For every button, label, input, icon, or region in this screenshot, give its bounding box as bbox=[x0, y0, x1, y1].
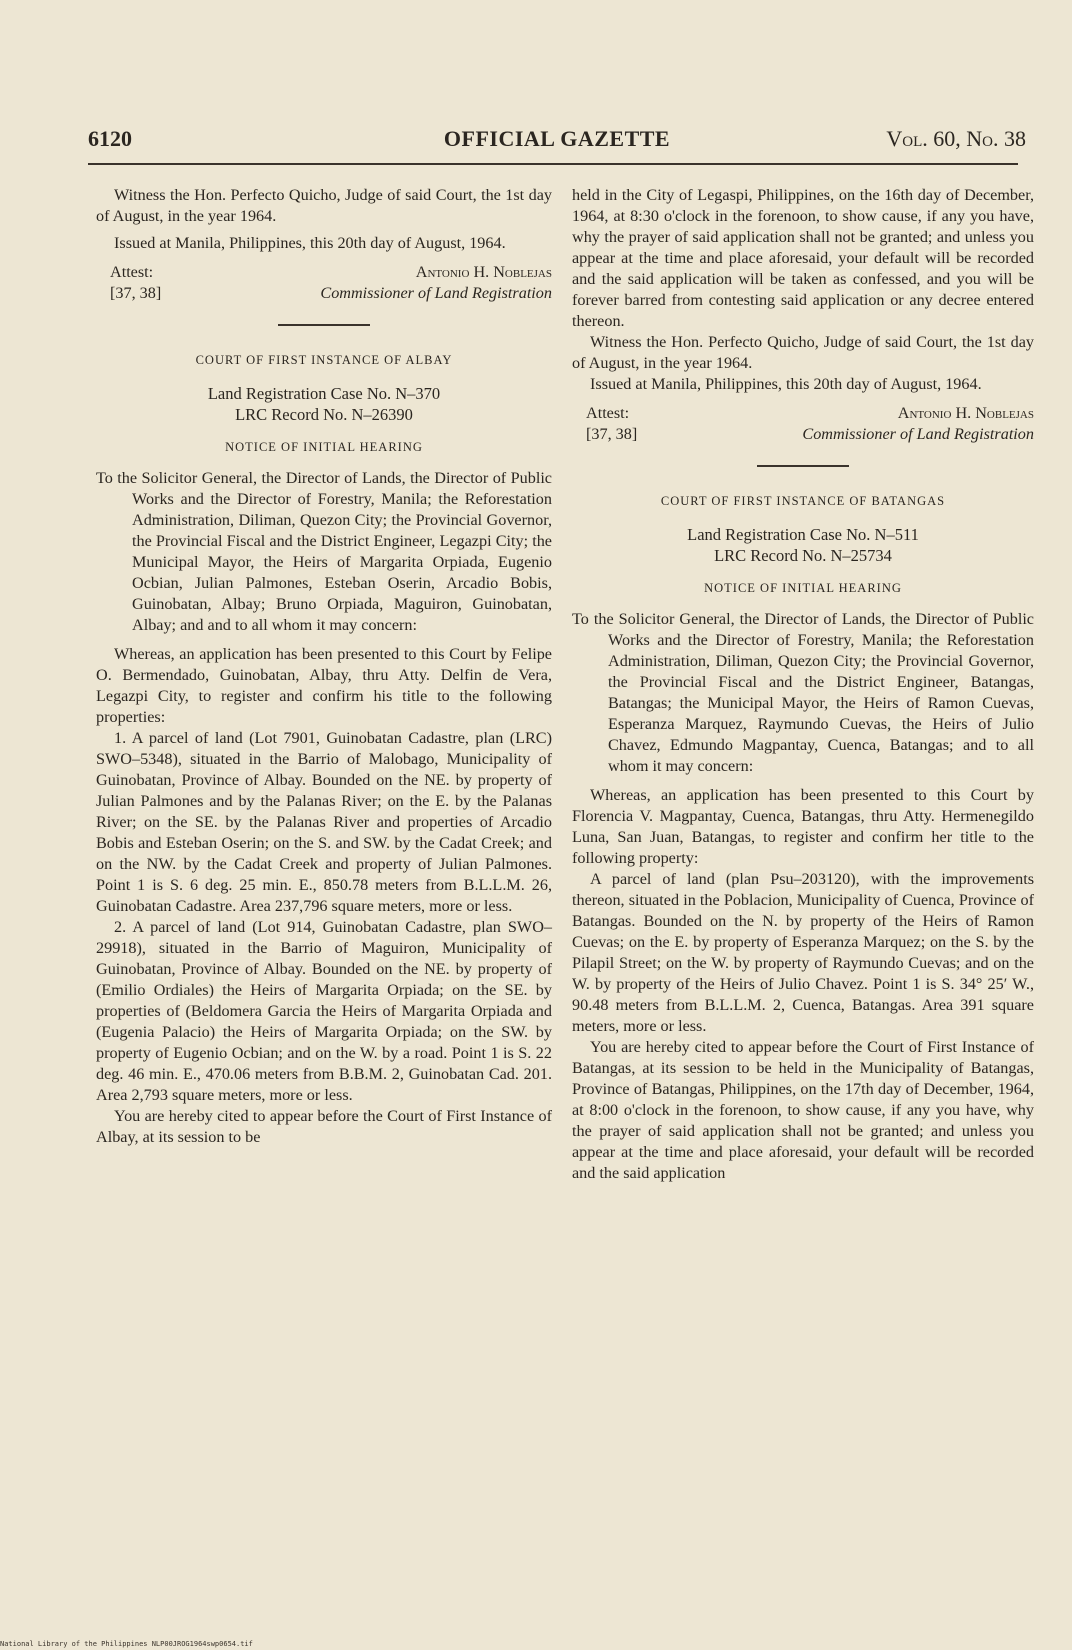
attest-title: Commissioner of Land Registration bbox=[802, 425, 1034, 443]
issued-paragraph: Issued at Manila, Philippines, this 20th day of August, 1964. bbox=[114, 234, 506, 252]
section-divider bbox=[278, 324, 370, 326]
attest-refs: [37, 38] bbox=[586, 425, 638, 443]
attest-label: Attest: bbox=[110, 263, 154, 281]
parcel-paragraph: A parcel of land (plan Psu–203120), with the improvements thereon, situated in the Poblacion, Municipality of Cuenca, Province of Batangas. Bounded on the N. by property of the Heirs of Ramon Cuevas; on the E. by property of Esperanza Marquez; on the S. by the Pilapil Street; on the W. by property of Raymundo Cuevas; and on the W. by property of the Heirs of Julio Chavez. Point 1 is S. 34° 25′ W., 90.48 meters from B.L.L.M. 2, Cuenca, Batangas. Area 391 square meters, more or less. bbox=[572, 870, 1034, 1035]
right-column bbox=[572, 185, 1034, 1184]
page-header bbox=[88, 122, 1026, 158]
court-heading: COURT OF FIRST INSTANCE OF ALBAY bbox=[195, 353, 453, 367]
parcel-1-paragraph: 1. A parcel of land (Lot 7901, Guinobatan Cadastre, plan (LRC) SWO–5348), situated in the Barrio of Malobago, Municipality of Guinobatan, Province of Albay. Bounded on the NE. by property of Julian Palmones and by the Palanas River; on the E. by the Palanas River; on the SE. by the Palanas River and properties of Arcadio Bobis and Esteban Oserin; on the S. and SW. by the Cadat Creek; and on the NW. by the Cadat Creek and property of Julian Palmones. Point 1 is S. 6 deg. 25 min. E., 850.78 meters from B.L.L.M. 26, Guinobatan Cadastre. Area 237,796 square meters, more or less. bbox=[96, 729, 552, 915]
attest-label: Attest: bbox=[586, 404, 630, 422]
continued-paragraph: held in the City of Legaspi, Philippines, on the 16th day of December, 1964, at 8:30 o'clock in the forenoon, to show cause, if any you have, why the prayer of said application shall not be granted; and unless you appear at the time and place aforesaid, your default will be recorded and the said application will be taken as confessed, and you will be forever barred from contesting said application or any decree entered thereon. bbox=[572, 186, 1034, 330]
cited-paragraph: You are hereby cited to appear before the Court of First Instance of Batangas, at its session to be held in the Municipality of Batangas, Province of Batangas, Philippines, on the 17th day of December, 1964, at 8:00 o'clock in the forenoon, to show cause, if any you have, why the prayer of said application shall not be granted; and unless you appear at the time and place aforesaid, your default will be recorded and the said application bbox=[572, 1038, 1034, 1182]
case-number: Land Registration Case No. N–370 bbox=[207, 384, 441, 403]
issued-paragraph: Issued at Manila, Philippines, this 20th day of August, 1964. bbox=[590, 375, 982, 393]
addressees-paragraph: To the Solicitor General, the Director of Lands, the Director of Public Works and the Director of Forestry, Manila; the Reforestation Administration, Diliman, Quezon City; the Provincial Governor, the Provincial Fiscal and the District Engineer, Legazpi City; the Municipal Mayor, the Heirs of Margarita Orpiada, Eugenio Ocbian, Julian Palmones, Esteban Oserin, Arcadio Bobis, Guinobatan, Albay; Bruno Orpiada, Maguiron, Guinobatan, Albay; and and to all whom it may concern: bbox=[96, 469, 552, 634]
attest-line bbox=[96, 262, 552, 283]
scan-footer: National Library of the Philippines NLP00JROG1964swp0654.tif bbox=[0, 1640, 253, 1648]
publication-title: OFFICIAL GAZETTE bbox=[443, 126, 671, 151]
attest-title: Commissioner of Land Registration bbox=[320, 284, 552, 302]
witness-paragraph: Witness the Hon. Perfecto Quicho, Judge of said Court, the 1st day of August, in the year 1964. bbox=[96, 186, 552, 225]
court-heading: COURT OF FIRST INSTANCE OF BATANGAS bbox=[660, 494, 946, 508]
attest-line bbox=[572, 403, 1034, 424]
case-number: Land Registration Case No. N–511 bbox=[687, 525, 919, 544]
whereas-paragraph: Whereas, an application has been presented to this Court by Felipe O. Bermendado, Guinobatan, Albay, thru Atty. Delfin de Vera, Legazpi City, to register and confirm his title to the following properties: bbox=[96, 645, 552, 726]
attest-refs: [37, 38] bbox=[110, 284, 162, 302]
section-divider bbox=[757, 465, 849, 467]
attest-name: Antonio H. Noblejas bbox=[897, 404, 1034, 422]
cited-paragraph: You are hereby cited to appear before the Court of First Instance of Albay, at its session to be bbox=[96, 1107, 552, 1146]
attest-title-line bbox=[96, 283, 552, 304]
attest-name: Antonio H. Noblejas bbox=[415, 263, 552, 281]
witness-paragraph: Witness the Hon. Perfecto Quicho, Judge of said Court, the 1st day of August, in the year 1964. bbox=[572, 333, 1034, 372]
notice-heading: NOTICE OF INITIAL HEARING bbox=[225, 440, 423, 454]
whereas-paragraph: Whereas, an application has been presented to this Court by Florencia V. Magpantay, Cuenca, Batangas, thru Atty. Hermenegildo Luna, San Juan, Batangas, to register and confirm her title to the following property: bbox=[572, 786, 1034, 867]
notice-heading: NOTICE OF INITIAL HEARING bbox=[704, 581, 902, 595]
parcel-2-paragraph: 2. A parcel of land (Lot 914, Guinobatan Cadastre, plan SWO–29918), situated in the Barrio of Maguiron, Municipality of Guinobatan, Province of Albay. Bounded on the NE. by property of (Emilio Ordiales) the Heirs of Margarita Orpiada; on the SE. by properties of (Beldomera Garcia the Heirs of Margarita Orpiada and (Eugenia Palacio) the Heirs of Margarita Orpiada; on the SW. by property of Eugenio Ocbian; and on the W. by a road. Point 1 is S. 22 deg. 46 min. E., 470.06 meters from B.B.M. 2, Guinobatan Cad. 201. Area 2,793 square meters, more or less. bbox=[96, 918, 552, 1104]
page-number: 6120 bbox=[88, 126, 132, 151]
addressees-paragraph: To the Solicitor General, the Director of Lands, the Director of Public Works and the Director of Forestry, Manila; the Reforestation Administration, Diliman, Quezon City; the Provincial Governor, the Provincial Fiscal and the District Engineer, Batangas, Batangas; the Municipal Mayor, the Heirs of Ramon Cuevas, Esperanza Marquez, Raymundo Cuevas, the Heirs of Julio Chavez, Edmundo Magpantay, Cuenca, Batangas; and to all whom it may concern: bbox=[572, 610, 1034, 775]
record-number: LRC Record No. N–25734 bbox=[714, 546, 892, 565]
header-rule bbox=[88, 163, 1018, 165]
attest-title-line bbox=[572, 424, 1034, 445]
left-column bbox=[96, 185, 552, 1148]
record-number: LRC Record No. N–26390 bbox=[235, 405, 413, 424]
volume-number: Vol. 60, No. 38 bbox=[886, 126, 1026, 151]
